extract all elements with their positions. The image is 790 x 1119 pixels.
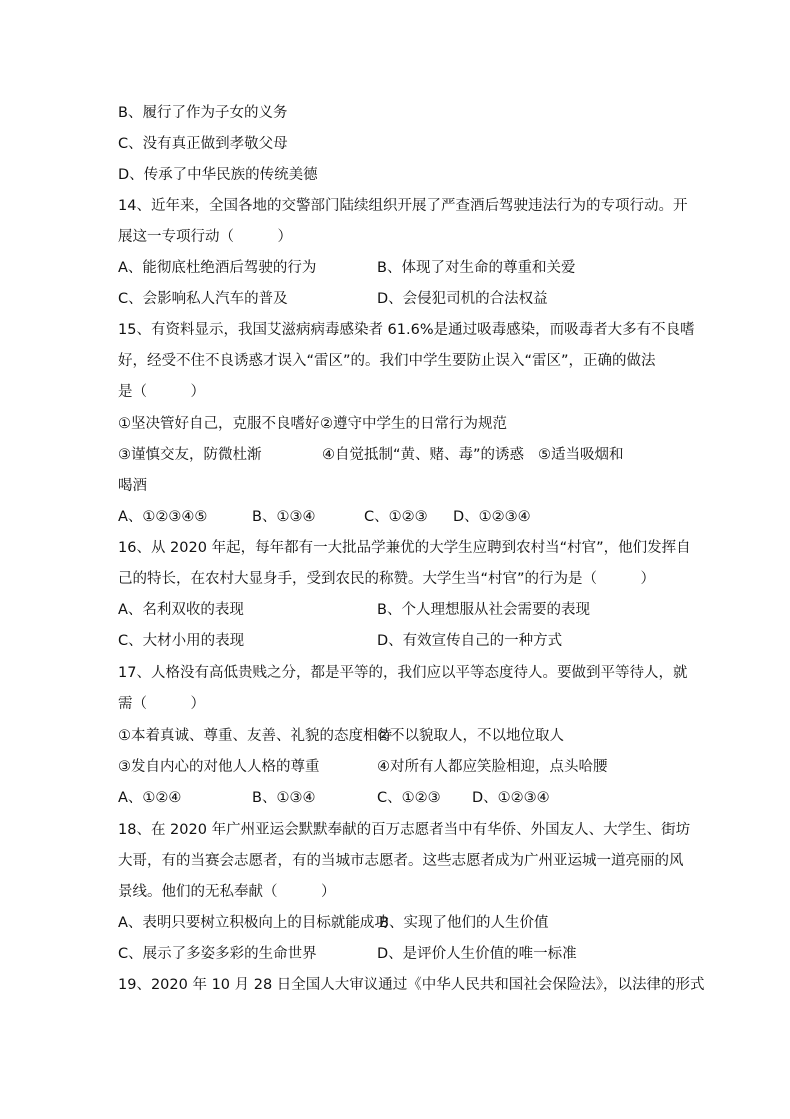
- q16-stem-line1: 16、从 2020 年起，每年都有一大批品学兼优的大学生应聘到农村当“村官”，他们发挥自: [118, 540, 691, 556]
- q15-option-b: B、①③④: [252, 509, 316, 525]
- q16-stem-line2: 己的特长，在农村大显身手，受到农民的称赞。大学生当“村官”的行为是（ ）: [118, 571, 656, 587]
- q15-item-1: ①坚决管好自己，克服不良嗜好: [118, 416, 320, 432]
- q15-option-d: D、①②③④: [453, 509, 531, 525]
- q15-option-c: C、①②③: [364, 509, 428, 525]
- q15-stem-line1: 15、有资料显示，我国艾滋病病毒感染者 61.6%是通过吸毒感染，而吸毒者大多有不良嗜: [118, 322, 695, 338]
- q18-stem-line2: 大哥，有的当赛会志愿者，有的当城市志愿者。这些志愿者成为广州亚运城一道亮丽的风: [118, 853, 684, 869]
- q17-option-c: C、①②③: [377, 790, 441, 806]
- q14-option-b: B、体现了对生命的尊重和关爱: [377, 260, 576, 276]
- q18-option-b: B、实现了他们的人生价值: [379, 915, 549, 931]
- q18-stem-line3: 景线。他们的无私奉献（ ）: [118, 884, 336, 900]
- q16-option-c: C、大材小用的表现: [118, 633, 245, 649]
- q13-option-b: B、履行了作为子女的义务: [118, 105, 288, 121]
- q13-option-c: C、没有真正做到孝敬父母: [118, 136, 288, 152]
- q14-option-d: D、会侵犯司机的合法权益: [377, 291, 548, 307]
- q18-option-c: C、展示了多姿多彩的生命世界: [118, 946, 317, 962]
- q17-item-4: ④对所有人都应笑脸相迎，点头哈腰: [377, 759, 608, 775]
- q19-stem-line1: 19、2020 年 10 月 28 日全国人大审议通过《中华人民共和国社会保险法》，以法律的形式: [118, 977, 705, 993]
- q15-item-5-cont: 喝酒: [118, 478, 147, 494]
- q17-option-a: A、①②④: [118, 790, 182, 806]
- q16-option-a: A、名利双收的表现: [118, 602, 244, 618]
- q13-option-d: D、传承了中华民族的传统美德: [118, 167, 318, 183]
- q14-option-a: A、能彻底杜绝酒后驾驶的行为: [118, 260, 317, 276]
- q15-item-3: ③谨慎交友，防微杜渐: [118, 447, 262, 463]
- q17-stem-line2: 需（ ）: [118, 696, 205, 712]
- q16-option-d: D、有效宣传自己的一种方式: [377, 633, 563, 649]
- q17-item-3: ③发自内心的对他人人格的尊重: [118, 759, 320, 775]
- q15-stem-line2: 好，经受不住不良诱惑才误入“雷区”的。我们中学生要防止误入“雷区”，正确的做法: [118, 353, 656, 369]
- q17-item-1: ①本着真诚、尊重、友善、礼貌的态度相待: [118, 728, 392, 744]
- q18-option-d: D、是评价人生价值的唯一标准: [377, 946, 577, 962]
- q15-item-4: ④自觉抵制“黄、赌、毒”的诱惑: [322, 447, 525, 463]
- q15-stem-line3: 是（ ）: [118, 384, 205, 400]
- q17-option-d: D、①②③④: [472, 790, 550, 806]
- q17-item-2: ②不以貌取人，不以地位取人: [377, 728, 564, 744]
- q18-stem-line1: 18、在 2020 年广州亚运会默默奉献的百万志愿者当中有华侨、外国友人、大学生、街坊: [118, 822, 691, 838]
- q14-stem-line1: 14、近年来，全国各地的交警部门陆续组织开展了严查酒后驾驶违法行为的专项行动。开: [118, 198, 688, 214]
- q14-option-c: C、会影响私人汽车的普及: [118, 291, 288, 307]
- q15-item-2: ②遵守中学生的日常行为规范: [320, 416, 507, 432]
- q14-stem-line2: 展这一专项行动（ ）: [118, 229, 292, 245]
- q15-item-5: ⑤适当吸烟和: [538, 447, 624, 463]
- q16-option-b: B、个人理想服从社会需要的表现: [377, 602, 590, 618]
- q17-option-b: B、①③④: [252, 790, 316, 806]
- q18-option-a: A、表明只要树立积极向上的目标就能成功: [118, 915, 389, 931]
- q17-stem-line1: 17、人格没有高低贵贱之分，都是平等的，我们应以平等态度待人。要做到平等待人，就: [118, 665, 688, 681]
- q15-option-a: A、①②③④⑤: [118, 509, 208, 525]
